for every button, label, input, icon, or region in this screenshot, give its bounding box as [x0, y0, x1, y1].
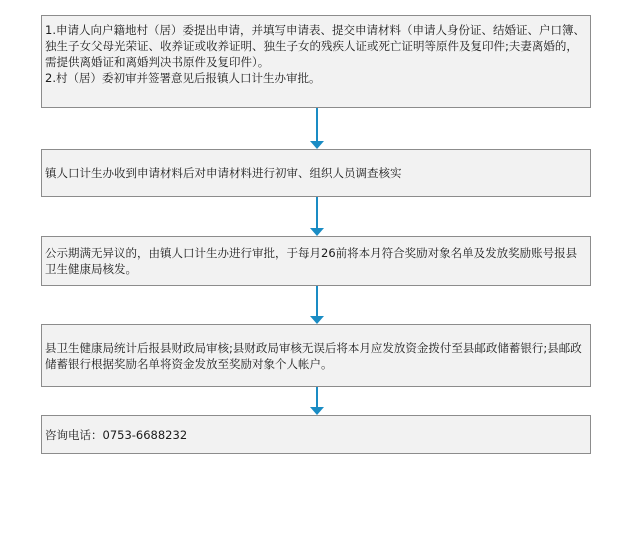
step-2-text: 镇人口计生办收到申请材料后对申请材料进行初审、组织人员调查核实: [45, 166, 402, 180]
step-1-text-line-1: 1.申请人向户籍地村（居）委提出申请，并填写申请表、提交申请材料（申请人身份证、结婚证、户口簿、独生子女父母光荣证、收养证或收养证明、独生子女的残疾人证或死亡证明等原件及复印件;夫妻离婚的，需提供离婚证和离婚判决书原件及复印件）。: [45, 23, 585, 69]
step-3-text: 公示期满无异议的，由镇人口计生办进行审批，于每月26前将本月符合奖励对象名单及发放奖励账号报县卫生健康局核发。: [45, 246, 578, 276]
arrow-down-icon: [310, 316, 324, 324]
arrow-shaft: [316, 286, 318, 316]
flow-arrow-2: [310, 197, 324, 236]
arrow-shaft: [316, 108, 318, 141]
arrow-shaft: [316, 387, 318, 407]
step-5-box: [41, 415, 591, 454]
step-4-box: [41, 324, 591, 387]
flow-arrow-1: [310, 108, 324, 149]
flow-arrow-4: [310, 387, 324, 415]
arrow-shaft: [316, 197, 318, 228]
flow-arrow-3: [310, 286, 324, 324]
step-2-box: [41, 149, 591, 197]
step-1-box: [41, 15, 591, 108]
step-4-text: 县卫生健康局统计后报县财政局审核;县财政局审核无误后将本月应发放资金拨付至县邮政储蓄银行;县邮政储蓄银行根据奖励名单将资金发放至奖励对象个人帐户。: [45, 340, 582, 371]
step-1-text-line-2: 2.村（居）委初审并签署意见后报镇人口计生办审批。: [45, 71, 321, 85]
arrow-down-icon: [310, 407, 324, 415]
arrow-down-icon: [310, 228, 324, 236]
consult-phone-text: 咨询电话：0753-6688232: [45, 427, 188, 442]
step-3-box: [41, 236, 591, 286]
arrow-down-icon: [310, 141, 324, 149]
